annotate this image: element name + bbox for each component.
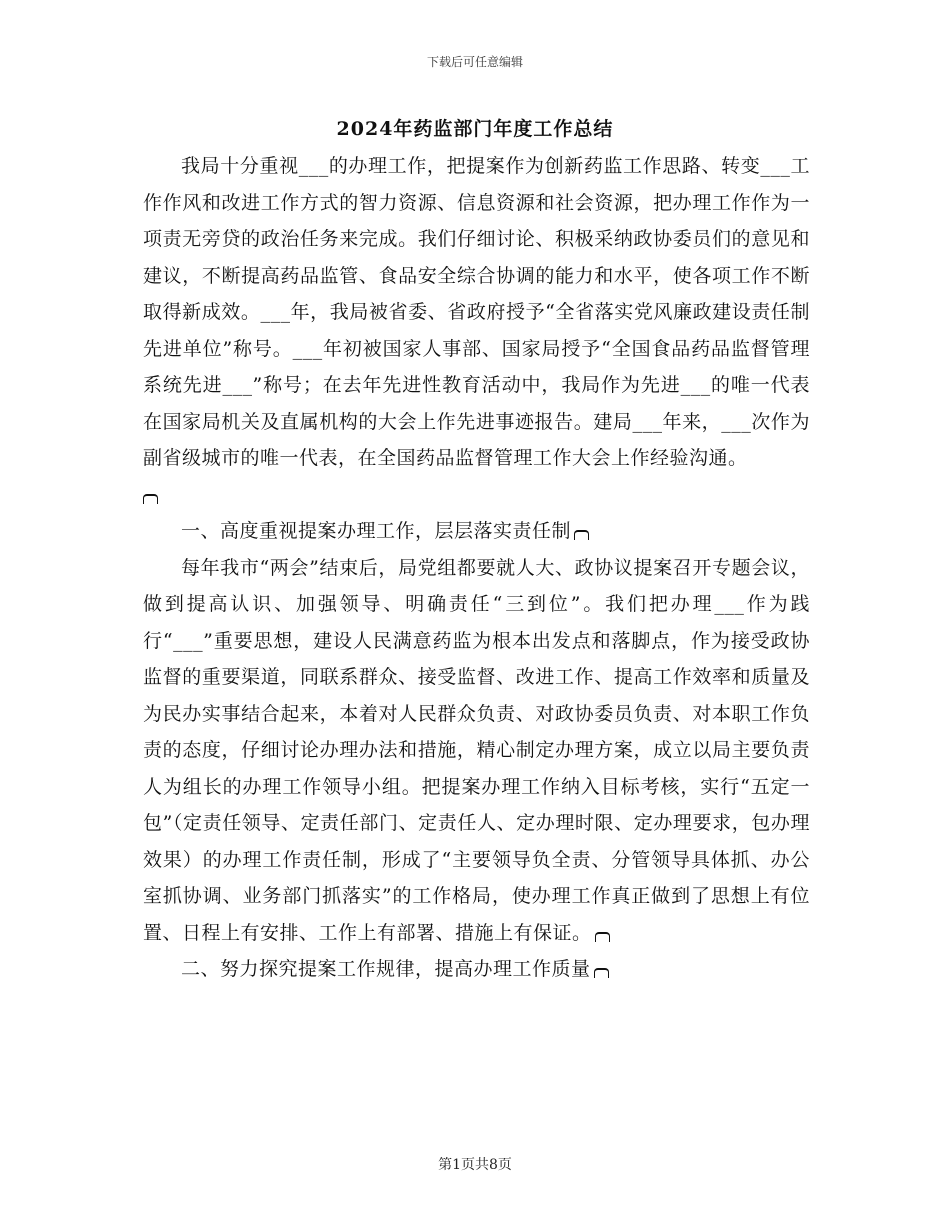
document-title: 2024年药监部门年度工作总结 [336, 118, 614, 140]
paragraph-mark-icon [594, 968, 609, 978]
document-body [143, 148, 810, 988]
section-heading-1-text: 一、高度重视提案办理工作，层层落实责任制 [181, 520, 572, 542]
section-heading-2-text: 二、努力探究提案工作规律，提高办理工作质量 [181, 958, 591, 980]
paragraph-intro-text: 我局十分重视___的办理工作，把提案作为创新药监工作思路、转变___工作作风和改进工作方式的智力资源、信息资源和社会资源，把办理工作作为一项责无旁贷的政治任务来完成。我们仔细讨论、积极采纳政协委员们的意见和建议，不断提高药品监管、食品安全综合协调的能力和水平，使各项工作不断取得新成效。___年，我局被省委、省政府授予“全省落实党风廉政建设责任制先进单位”称号。___年初被国家人事部、国家局授予“全国食品药品监督管理系统先进___”称号；在去年先进性教育活动中，我局作为先进___的唯一代表在国家局机关及直属机构的大会上作先进事迹报告。建局___年来，___次作为副省级城市的唯一代表，在全国药品监督管理工作大会上作经验沟通。 [143, 155, 810, 469]
paragraph-mark-icon [143, 494, 158, 504]
page-number: 第1页共8页 [438, 1157, 512, 1173]
section-heading-2 [143, 951, 810, 988]
paragraph-mark-line [143, 477, 810, 514]
paragraph-section-1 [143, 550, 810, 952]
paragraph-intro [143, 148, 810, 477]
paragraph-mark-icon [595, 932, 610, 942]
paragraph-section-1-text: 每年我市“两会”结束后，局党组都要就人大、政协议提案召开专题会议，做到提高认识、加强领导、明确责任“三到位”。我们把办理___作为践行“___”重要思想，建设人民满意药监为根本出发点和落脚点，作为接受政协监督的重要渠道，同联系群众、接受监督、改进工作、提高工作效率和质量及为民办实事结合起来，本着对人民群众负责、对政协委员负责、对本职工作负责的态度，仔细讨论办理办法和措施，精心制定办理方案，成立以局主要负责人为组长的办理工作领导小组。把提案办理工作纳入目标考核，实行“五定一包”（定责任领导、定责任部门、定责任人、定办理时限、定办理要求，包办理效果）的办理工作责任制，形成了“主要领导负全责、分管领导具体抓、办公室抓协调、业务部门抓落实”的工作格局，使办理工作真正做到了思想上有位置、日程上有安排、工作上有部署、措施上有保证。 [143, 556, 810, 944]
paragraph-mark-icon [574, 530, 589, 540]
page-header-note: 下载后可任意编辑 [426, 55, 523, 69]
section-heading-1 [143, 513, 810, 550]
